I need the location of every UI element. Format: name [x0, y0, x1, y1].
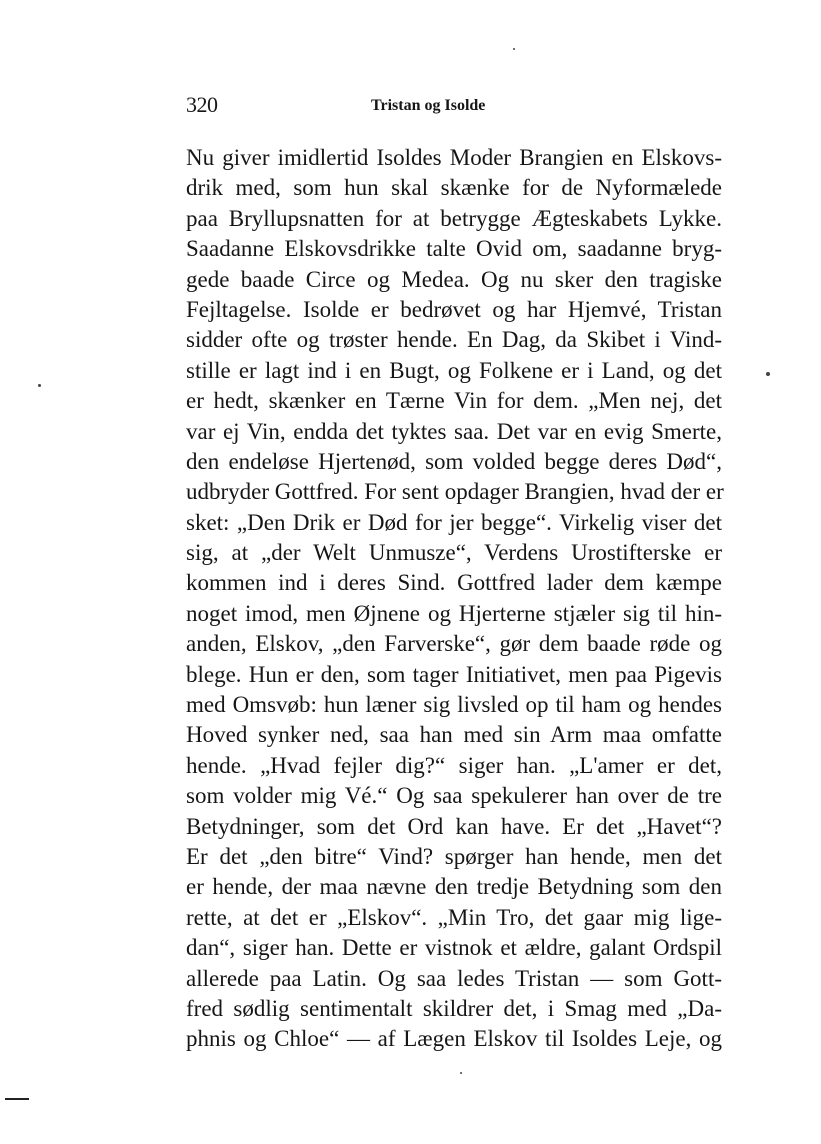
text-line: paa Bryllupsnatten for at betrygge Ægteskabets Lykke. — [186, 205, 722, 231]
text-line: udbryder Gottfred. For sent opdager Brangien, hvad der er — [186, 479, 724, 505]
text-line: Nu giver imidlertid Isoldes Moder Brangien en Elskovs- — [186, 145, 722, 170]
text-line: rette, at det er „Elskov“. „Min Tro, det gaar mig lige- — [186, 904, 722, 930]
scan-speck — [38, 384, 41, 387]
text-line: er hende, der maa nævne den tredje Betydning som den — [186, 874, 722, 900]
body-paragraph — [186, 143, 722, 1055]
text-line: sket: „Den Drik er Død for jer begge“. Virkelig viser det — [186, 509, 722, 535]
text-line: dan“, siger han. Dette er vistnok et ældre, galant Ordspil — [186, 935, 722, 961]
text-line: Er det „den bitre“ Vind? spørger han hende, men det — [186, 843, 722, 869]
text-line: sig, at „der Welt Unmusze“, Verdens Urostifterske er — [186, 540, 722, 566]
text-line: den endeløse Hjertenød, som volded begge deres Død“, — [186, 448, 722, 474]
text-line: med Omsvøb: hun læner sig livsled op til ham og hendes — [186, 692, 722, 718]
text-line: fred sødlig sentimentalt skildrer det, i Smag med „Da- — [186, 995, 722, 1021]
scan-speck — [766, 372, 770, 376]
text-line: drik med, som hun skal skænke for de Nyformælede — [186, 175, 722, 201]
page-number: 320 — [186, 92, 218, 117]
text-line: noget imod, men Øjnene og Hjerterne stjæler sig til hin- — [186, 600, 722, 626]
text-line: er hedt, skænker en Tærne Vin for dem. „Men nej, det — [186, 388, 722, 414]
text-line: allerede paa Latin. Og saa ledes Tristan — som Gott- — [186, 965, 722, 991]
scan-speck — [460, 1072, 462, 1074]
text-line: var ej Vin, endda det tyktes saa. Det var en evig Smerte, — [186, 418, 722, 444]
text-line: kommen ind i deres Sind. Gottfred lader dem kæmpe — [186, 570, 722, 596]
text-line: hende. „Hvad fejler dig?“ siger han. „L'amer er det, — [186, 752, 722, 778]
margin-mark — [5, 1098, 29, 1100]
running-head-title: Tristan og Isolde — [371, 97, 486, 114]
text-line: Saadanne Elskovsdrikke talte Ovid om, saadanne bryg- — [186, 236, 722, 262]
text-line: phnis og Chloe“ — af Lægen Elskov til Isoldes Leje, og — [186, 1026, 722, 1052]
text-line: sidder ofte og trøster hende. En Dag, da Skibet i Vind- — [186, 327, 722, 353]
text-line: gede baade Circe og Medea. Og nu sker den tragiske — [186, 266, 722, 292]
text-line: Betydninger, som det Ord kan have. Er det „Havet“? — [186, 813, 722, 839]
text-line: stille er lagt ind i en Bugt, og Folkene er i Land, og det — [186, 357, 722, 383]
text-line: Hoved synker ned, saa han med sin Arm maa omfatte — [186, 722, 722, 748]
text-line: Fejltagelse. Isolde er bedrøvet og har Hjemvé, Tristan — [186, 296, 722, 322]
scan-speck — [513, 48, 515, 50]
text-line: anden, Elskov, „den Farverske“, gør dem baade røde og — [186, 631, 722, 657]
text-line: blege. Hun er den, som tager Initiativet, men paa Pigevis — [186, 661, 722, 687]
text-line: som volder mig Vé.“ Og saa spekulerer han over de tre — [186, 783, 722, 809]
